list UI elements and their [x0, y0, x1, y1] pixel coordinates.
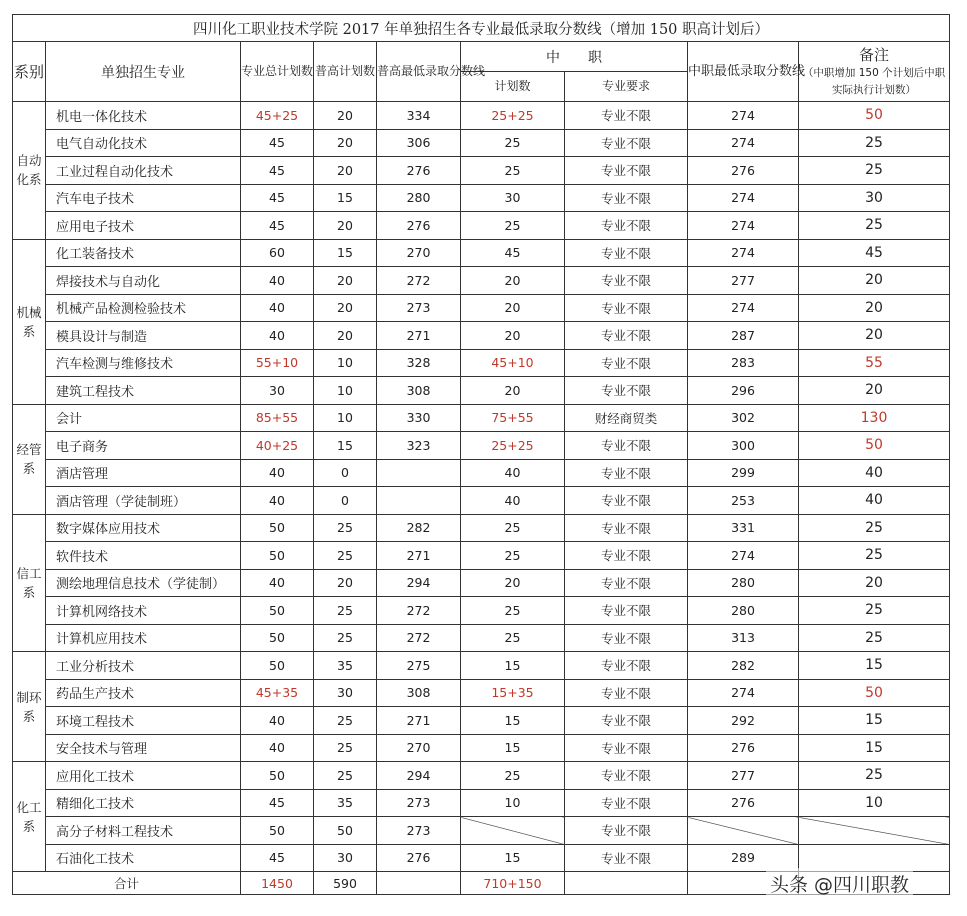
dept-cell: 经管系: [13, 404, 46, 514]
dept-cell: 自动化系: [13, 102, 46, 240]
header-note-sub: （中职增加 150 个计划后中职实际执行计划数）: [802, 67, 946, 96]
table-row: [13, 487, 950, 515]
voc-requirement: 专业不限: [565, 487, 688, 515]
voc-min-score: 274: [688, 212, 799, 240]
general-min-score: 272: [377, 597, 461, 625]
voc-plan: 25+25: [461, 432, 565, 460]
general-min-score: [377, 459, 461, 487]
voc-min-score: 274: [688, 542, 799, 570]
general-plan: 20: [314, 569, 377, 597]
voc-requirement: 专业不限: [565, 707, 688, 735]
general-plan: 25: [314, 734, 377, 762]
voc-min-score: 274: [688, 294, 799, 322]
voc-plan: 30: [461, 184, 565, 212]
general-min-score: 280: [377, 184, 461, 212]
table-row: [13, 817, 950, 845]
voc-plan: 75+55: [461, 404, 565, 432]
note-value: 30: [799, 184, 950, 212]
voc-min-score: 296: [688, 377, 799, 405]
total-plan: 45: [241, 789, 314, 817]
header-general-plan: 普高计划数: [314, 42, 377, 102]
general-plan: 35: [314, 652, 377, 680]
header-vocational: 中 职: [461, 42, 688, 72]
general-plan: 15: [314, 432, 377, 460]
general-min-score: 271: [377, 707, 461, 735]
voc-plan: 20: [461, 377, 565, 405]
voc-min-score: 274: [688, 239, 799, 267]
table-row: [13, 129, 950, 157]
table-row: [13, 349, 950, 377]
general-min-score: 273: [377, 294, 461, 322]
watermark: 头条 @四川职教: [766, 868, 913, 899]
total-plan: 30: [241, 377, 314, 405]
voc-requirement: 专业不限: [565, 514, 688, 542]
voc-plan: 15: [461, 734, 565, 762]
general-min-score: 334: [377, 102, 461, 130]
voc-min-score: [688, 817, 799, 845]
voc-requirement: 专业不限: [565, 597, 688, 625]
note-value: 50: [799, 102, 950, 130]
total-plan: 50: [241, 514, 314, 542]
total-plan: 50: [241, 624, 314, 652]
voc-plan: 15: [461, 844, 565, 872]
note-value: 25: [799, 762, 950, 790]
dept-cell: 机械系: [13, 239, 46, 404]
major-name: 高分子材料工程技术: [46, 817, 241, 845]
general-min-score: 323: [377, 432, 461, 460]
voc-plan: 25: [461, 542, 565, 570]
note-value: 15: [799, 707, 950, 735]
header-total-plan: 专业总计划数: [241, 42, 314, 102]
total-plan: 40: [241, 294, 314, 322]
voc-requirement: 专业不限: [565, 294, 688, 322]
general-min-score: 270: [377, 239, 461, 267]
note-value: 25: [799, 624, 950, 652]
voc-min-score: 276: [688, 734, 799, 762]
major-name: 机械产品检测检验技术: [46, 294, 241, 322]
voc-plan: 20: [461, 322, 565, 350]
major-name: 工业过程自动化技术: [46, 157, 241, 185]
general-min-score: 294: [377, 762, 461, 790]
header-vocational-min: 中职最低录取分数线: [688, 42, 799, 102]
total-plan: 50: [241, 652, 314, 680]
table-row: [13, 542, 950, 570]
voc-plan: 40: [461, 487, 565, 515]
voc-plan: 25: [461, 597, 565, 625]
total-plan: 50: [241, 542, 314, 570]
note-value: 55: [799, 349, 950, 377]
major-name: 精细化工技术: [46, 789, 241, 817]
voc-min-score: 282: [688, 652, 799, 680]
general-min-score: 271: [377, 542, 461, 570]
total-plan: 40: [241, 487, 314, 515]
voc-plan: 10: [461, 789, 565, 817]
voc-min-score: 299: [688, 459, 799, 487]
major-name: 计算机应用技术: [46, 624, 241, 652]
note-value: 15: [799, 734, 950, 762]
major-name: 应用电子技术: [46, 212, 241, 240]
dept-cell: 化工系: [13, 762, 46, 872]
general-plan: 20: [314, 212, 377, 240]
voc-min-score: 289: [688, 844, 799, 872]
note-value: 40: [799, 459, 950, 487]
note-value: 20: [799, 267, 950, 295]
voc-min-score: 274: [688, 129, 799, 157]
major-name: 汽车检测与维修技术: [46, 349, 241, 377]
note-value: 25: [799, 514, 950, 542]
voc-requirement: 专业不限: [565, 762, 688, 790]
general-min-score: 276: [377, 157, 461, 185]
voc-requirement: 专业不限: [565, 102, 688, 130]
voc-min-score: 292: [688, 707, 799, 735]
totals-label: 合计: [13, 872, 241, 895]
total-plan: 60: [241, 239, 314, 267]
major-name: 酒店管理: [46, 459, 241, 487]
voc-plan: 25: [461, 624, 565, 652]
general-plan: 20: [314, 267, 377, 295]
general-plan: 15: [314, 239, 377, 267]
general-min-score: 273: [377, 817, 461, 845]
general-plan: 25: [314, 624, 377, 652]
header-dept: 系别: [13, 42, 46, 102]
voc-requirement: 专业不限: [565, 789, 688, 817]
general-min-score: 272: [377, 624, 461, 652]
voc-plan: 25: [461, 762, 565, 790]
note-value: 130: [799, 404, 950, 432]
general-min-score: 294: [377, 569, 461, 597]
voc-requirement: 专业不限: [565, 542, 688, 570]
general-plan: 30: [314, 679, 377, 707]
table-title: 四川化工职业技术学院 2017 年单独招生各专业最低录取分数线（增加 150 职高计划后）: [13, 15, 950, 42]
general-plan: 25: [314, 514, 377, 542]
major-name: 酒店管理（学徒制班）: [46, 487, 241, 515]
voc-plan: 45+10: [461, 349, 565, 377]
totals-general-min: [377, 872, 461, 895]
voc-min-score: 287: [688, 322, 799, 350]
voc-min-score: 280: [688, 597, 799, 625]
table-row: [13, 624, 950, 652]
table-row: [13, 789, 950, 817]
table-row: [13, 377, 950, 405]
note-value: 25: [799, 212, 950, 240]
general-plan: 25: [314, 542, 377, 570]
general-plan: 0: [314, 459, 377, 487]
voc-min-score: 331: [688, 514, 799, 542]
table-row: [13, 597, 950, 625]
table-row: [13, 322, 950, 350]
general-min-score: 328: [377, 349, 461, 377]
voc-requirement: 财经商贸类: [565, 404, 688, 432]
voc-requirement: 专业不限: [565, 734, 688, 762]
totals-total-plan: 1450: [241, 872, 314, 895]
voc-plan: 25: [461, 129, 565, 157]
voc-min-score: 277: [688, 267, 799, 295]
total-plan: 40: [241, 267, 314, 295]
voc-requirement: 专业不限: [565, 569, 688, 597]
general-plan: 0: [314, 487, 377, 515]
voc-plan: 20: [461, 267, 565, 295]
major-name: 模具设计与制造: [46, 322, 241, 350]
admission-score-table: [12, 14, 950, 895]
totals-voc-plan: 710+150: [461, 872, 565, 895]
voc-min-score: 274: [688, 679, 799, 707]
total-plan: 40: [241, 707, 314, 735]
voc-plan: 15: [461, 652, 565, 680]
voc-plan: 25+25: [461, 102, 565, 130]
general-min-score: 272: [377, 267, 461, 295]
table-row: [13, 707, 950, 735]
general-plan: 35: [314, 789, 377, 817]
voc-plan: 15: [461, 707, 565, 735]
voc-min-score: 283: [688, 349, 799, 377]
voc-min-score: 276: [688, 789, 799, 817]
note-value: 40: [799, 487, 950, 515]
note-value: 25: [799, 157, 950, 185]
general-min-score: 275: [377, 652, 461, 680]
general-min-score: 308: [377, 679, 461, 707]
general-min-score: [377, 487, 461, 515]
general-min-score: 308: [377, 377, 461, 405]
voc-requirement: 专业不限: [565, 459, 688, 487]
table-row: [13, 239, 950, 267]
general-plan: 25: [314, 707, 377, 735]
voc-requirement: 专业不限: [565, 679, 688, 707]
header-voc-plan: 计划数: [461, 72, 565, 102]
voc-min-score: 302: [688, 404, 799, 432]
major-name: 汽车电子技术: [46, 184, 241, 212]
totals-general-plan: 590: [314, 872, 377, 895]
total-plan: 40: [241, 459, 314, 487]
total-plan: 45: [241, 212, 314, 240]
table-row: [13, 569, 950, 597]
voc-plan: 40: [461, 459, 565, 487]
general-min-score: 306: [377, 129, 461, 157]
voc-requirement: 专业不限: [565, 377, 688, 405]
voc-min-score: 276: [688, 157, 799, 185]
voc-min-score: 274: [688, 102, 799, 130]
major-name: 软件技术: [46, 542, 241, 570]
general-plan: 25: [314, 762, 377, 790]
general-min-score: 282: [377, 514, 461, 542]
general-plan: 20: [314, 102, 377, 130]
general-plan: 10: [314, 349, 377, 377]
note-value: 50: [799, 679, 950, 707]
total-plan: 45: [241, 129, 314, 157]
note-value: 10: [799, 789, 950, 817]
note-value: 20: [799, 322, 950, 350]
table-row: [13, 734, 950, 762]
general-plan: 20: [314, 322, 377, 350]
table-row: [13, 102, 950, 130]
table-row: [13, 514, 950, 542]
total-plan: 40: [241, 569, 314, 597]
general-min-score: 270: [377, 734, 461, 762]
total-plan: 50: [241, 597, 314, 625]
major-name: 化工装备技术: [46, 239, 241, 267]
total-plan: 55+10: [241, 349, 314, 377]
voc-requirement: 专业不限: [565, 212, 688, 240]
table-row: [13, 459, 950, 487]
total-plan: 85+55: [241, 404, 314, 432]
table-row: [13, 267, 950, 295]
voc-requirement: 专业不限: [565, 817, 688, 845]
note-value: 50: [799, 432, 950, 460]
voc-requirement: 专业不限: [565, 624, 688, 652]
voc-requirement: 专业不限: [565, 432, 688, 460]
voc-min-score: 280: [688, 569, 799, 597]
header-note: 备注: [859, 46, 890, 64]
header-note-cell: [799, 42, 950, 102]
voc-min-score: 300: [688, 432, 799, 460]
voc-plan: 25: [461, 514, 565, 542]
voc-min-score: 277: [688, 762, 799, 790]
totals-voc-req: [565, 872, 688, 895]
major-name: 建筑工程技术: [46, 377, 241, 405]
dept-cell: 信工系: [13, 514, 46, 652]
total-plan: 40+25: [241, 432, 314, 460]
total-plan: 50: [241, 817, 314, 845]
note-value: 45: [799, 239, 950, 267]
general-min-score: 276: [377, 844, 461, 872]
note-value: 25: [799, 542, 950, 570]
dept-cell: 制环系: [13, 652, 46, 762]
voc-plan: 45: [461, 239, 565, 267]
voc-requirement: 专业不限: [565, 652, 688, 680]
total-plan: 40: [241, 734, 314, 762]
voc-requirement: 专业不限: [565, 157, 688, 185]
note-value: 20: [799, 569, 950, 597]
voc-requirement: 专业不限: [565, 239, 688, 267]
general-min-score: 273: [377, 789, 461, 817]
voc-requirement: 专业不限: [565, 129, 688, 157]
note-value: 20: [799, 377, 950, 405]
table-row: [13, 184, 950, 212]
table-row: [13, 294, 950, 322]
voc-requirement: 专业不限: [565, 844, 688, 872]
major-name: 数字媒体应用技术: [46, 514, 241, 542]
general-plan: 20: [314, 157, 377, 185]
table-row: [13, 652, 950, 680]
note-value: [799, 817, 950, 845]
voc-plan: 20: [461, 294, 565, 322]
note-value: 15: [799, 652, 950, 680]
table-row: [13, 157, 950, 185]
major-name: 计算机网络技术: [46, 597, 241, 625]
voc-requirement: 专业不限: [565, 184, 688, 212]
total-plan: 45: [241, 184, 314, 212]
table-row: [13, 762, 950, 790]
major-name: 会计: [46, 404, 241, 432]
voc-min-score: 313: [688, 624, 799, 652]
general-min-score: 271: [377, 322, 461, 350]
major-name: 焊接技术与自动化: [46, 267, 241, 295]
header-voc-req: 专业要求: [565, 72, 688, 102]
header-major: 单独招生专业: [46, 42, 241, 102]
note-value: 25: [799, 129, 950, 157]
voc-requirement: 专业不限: [565, 322, 688, 350]
total-plan: 50: [241, 762, 314, 790]
major-name: 石油化工技术: [46, 844, 241, 872]
voc-plan: 25: [461, 212, 565, 240]
general-min-score: 330: [377, 404, 461, 432]
general-plan: 20: [314, 294, 377, 322]
general-min-score: 276: [377, 212, 461, 240]
major-name: 环境工程技术: [46, 707, 241, 735]
general-plan: 30: [314, 844, 377, 872]
major-name: 电子商务: [46, 432, 241, 460]
major-name: 机电一体化技术: [46, 102, 241, 130]
general-plan: 50: [314, 817, 377, 845]
total-plan: 45+25: [241, 102, 314, 130]
total-plan: 45: [241, 844, 314, 872]
voc-requirement: 专业不限: [565, 267, 688, 295]
major-name: 药品生产技术: [46, 679, 241, 707]
voc-min-score: 274: [688, 184, 799, 212]
voc-plan: [461, 817, 565, 845]
table-row: [13, 432, 950, 460]
table-row: [13, 212, 950, 240]
note-value: 25: [799, 597, 950, 625]
general-plan: 15: [314, 184, 377, 212]
major-name: 电气自动化技术: [46, 129, 241, 157]
general-plan: 25: [314, 597, 377, 625]
header-general-min: 普高最低录取分数线: [377, 42, 461, 102]
voc-requirement: 专业不限: [565, 349, 688, 377]
voc-plan: 20: [461, 569, 565, 597]
total-plan: 45+35: [241, 679, 314, 707]
total-plan: 45: [241, 157, 314, 185]
voc-plan: 15+35: [461, 679, 565, 707]
major-name: 工业分析技术: [46, 652, 241, 680]
major-name: 测绘地理信息技术（学徒制）: [46, 569, 241, 597]
general-plan: 10: [314, 377, 377, 405]
major-name: 安全技术与管理: [46, 734, 241, 762]
major-name: 应用化工技术: [46, 762, 241, 790]
table-row: [13, 404, 950, 432]
general-plan: 10: [314, 404, 377, 432]
general-plan: 20: [314, 129, 377, 157]
voc-plan: 25: [461, 157, 565, 185]
table-row: [13, 679, 950, 707]
total-plan: 40: [241, 322, 314, 350]
voc-min-score: 253: [688, 487, 799, 515]
note-value: 20: [799, 294, 950, 322]
